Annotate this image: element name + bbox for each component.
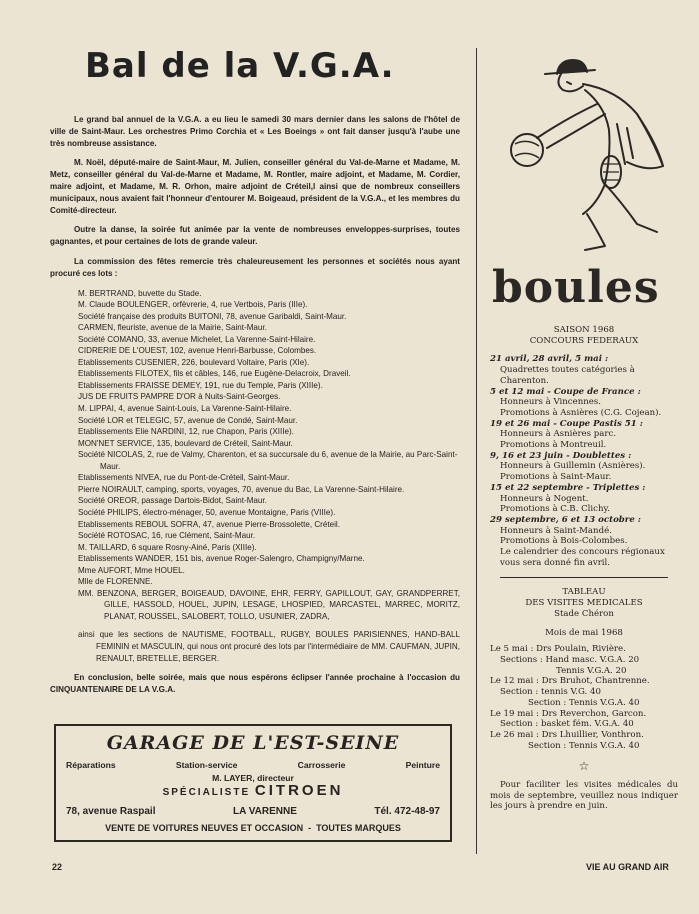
boules-heading: boules bbox=[492, 262, 660, 313]
ad-city: LA VARENNE bbox=[232, 806, 297, 817]
ad-phone: Tél. 472-48-97 bbox=[374, 806, 440, 817]
article-body bbox=[50, 114, 460, 703]
garage-advertisement bbox=[54, 724, 452, 842]
event-item bbox=[490, 483, 678, 515]
boules-player-illustration bbox=[487, 54, 683, 254]
event-line: Honneurs à Saint-Mandé. bbox=[500, 525, 612, 536]
ad-title: GARAGE DE L'EST-SEINE bbox=[106, 732, 400, 754]
event-line: Honneurs à Guillemin (Asnières). bbox=[500, 461, 646, 472]
medical-line: Le 26 mai : Drs Lhuillier, Vonthron. bbox=[490, 729, 644, 740]
event-line: Promotions à Bois-Colombes. bbox=[500, 536, 628, 547]
page-number: 22 bbox=[52, 862, 63, 872]
event-line: Honneurs à Nogent. bbox=[500, 493, 589, 504]
event-date: 5 et 12 mai - Coupe de France : bbox=[490, 386, 641, 397]
paragraph-conclusion: En conclusion, belle soirée, mais que nous espérons éclipser l'année prochaine à l'occasion du CINQUANTENAIRE DE LA V.G.A. bbox=[50, 672, 460, 694]
donor-item: Société OREOR, passage Dartois-Bidot, Saint-Maur. bbox=[78, 496, 267, 506]
medical-line: Section : Tennis V.G.A. 40 bbox=[528, 740, 640, 751]
medical-line: Sections : Hand masc. V.G.A. 20 bbox=[500, 654, 640, 665]
medical-line: Section : basket fém. V.G.A. 40 bbox=[500, 719, 634, 730]
magazine-name: VIE AU GRAND AIR bbox=[586, 862, 669, 872]
article-title: Bal de la V.G.A. bbox=[85, 46, 395, 86]
donor-item: Mme AUFORT, Mme HOUEL. bbox=[78, 565, 185, 575]
concours-subtitle: CONCOURS FEDERAUX bbox=[529, 335, 639, 346]
column-divider bbox=[476, 48, 477, 854]
event-item bbox=[490, 419, 678, 451]
donor-item: Société COMANO, 33, avenue Michelet, La Varenne-Saint-Hilaire. bbox=[78, 334, 316, 344]
ad-director: M. LAYER, directeur bbox=[212, 773, 294, 783]
donor-item: M. BERTRAND, buvette du Stade. bbox=[78, 288, 202, 298]
paragraph-guests: M. Noël, député-maire de Saint-Maur, M. Julien, conseiller général du Val-de-Marne et Madame, M. Metz, conseiller général du Val-de-Marne et Madame, M. Rontler, maire adjoint, et Madame, M. Cordier, maire adjoint, et Madame, M. R. Orhon, maire adjoint de Créteil,l ainsi que de nombreux conseillers municipaux, nous avaient fait l'honneur d'entourer M. Boigeaud, président de la V.G.A., et les membres du Comité-directeur. bbox=[50, 158, 460, 215]
donor-item: Société ROTOSAC, 16, rue Clément, Saint-Maur. bbox=[78, 531, 256, 541]
medical-subtitle: DES VISITES MEDICALES bbox=[525, 598, 643, 609]
event-item bbox=[490, 515, 678, 547]
donor-list bbox=[78, 288, 460, 623]
section-separator bbox=[500, 577, 668, 578]
ad-service: Peinture bbox=[405, 760, 440, 770]
sections-paragraph: ainsi que les sections de NAUTISME, FOOTBALL, RUGBY, BOULES PARISIENNES, HAND-BALL FEMININ et MASCULIN, qui nous ont procuré des lots par l'intermédiaire de MM. CAUFMAN, JUPIN, RENAULT, BRETELLE, BERGER. bbox=[78, 630, 460, 664]
ad-brand: CITROEN bbox=[254, 782, 344, 799]
donor-item: Etablissements FRAISSE DEMEY, 191, rue du Temple, Paris (XIIIe). bbox=[78, 380, 323, 390]
donor-item: JUS DE FRUITS PAMPRE D'OR à Nuits-Saint-Georges. bbox=[78, 392, 281, 402]
members-list: MM. BENZONA, BERGER, BOIGEAUD, DAVOINE, EHR, FERRY, GAPILLOUT, GAY, GRANDPERRET, GILLE, HASSOLD, HOUEL, JUPIN, LESAGE, LHOSPIED, MARCASTEL, MARREC, MORITZ, PLANAT, ROUSSEL, SALOBERT, TOLLO, USUNIER, ZADRA, bbox=[78, 588, 460, 621]
event-line: Promotions à Saint-Maur. bbox=[500, 472, 612, 483]
medical-line: Le 5 mai : Drs Poulain, Rivière. bbox=[490, 644, 626, 655]
donor-item: MON'NET SERVICE, 135, boulevard de Créteil, Saint-Maur. bbox=[78, 438, 293, 448]
paragraph-intro: Le grand bal annuel de la V.G.A. a eu lieu le samedi 30 mars dernier dans les salons de l'hôtel de ville de Saint-Maur. Les orchestres Primo Corchia et « Les Boeings » ont fait danser jusqu'à l'aube une très nombreuse assistance. bbox=[50, 115, 460, 148]
donor-item: Etablissements Elie NARDINI, 12, rue Chapon, Paris (XIIIe). bbox=[78, 427, 294, 437]
event-date: 9, 16 et 23 juin - Doublettes : bbox=[490, 450, 632, 461]
ad-service: Station-service bbox=[175, 760, 238, 770]
donor-item: Société PHILIPS, électro-ménager, 50, avenue Montaigne, Paris (VIIIe). bbox=[78, 507, 336, 517]
donor-item: Etablissements FILOTEX, fils et câbles, 146, rue Eugène-Delacroix, Draveil. bbox=[78, 369, 351, 379]
event-date: 29 septembre, 6 et 13 octobre : bbox=[490, 514, 641, 525]
event-line: Promotions à Asnières (C.G. Cojean). bbox=[500, 407, 662, 418]
medical-note: Pour faciliter les visites médicales du mois de septembre, veuillez nous indiquer les jours à prendre en juin. bbox=[490, 780, 678, 812]
medical-place: Stade Chéron bbox=[554, 608, 614, 619]
donor-item: Etablissements CUSENIER, 226, boulevard Voltaire, Paris (XIe). bbox=[78, 357, 310, 367]
medical-title: TABLEAU bbox=[562, 587, 606, 598]
ad-specialist-label: SPÉCIALISTE bbox=[162, 787, 251, 798]
event-date: 19 et 26 mai - Coupe Pastis 51 : bbox=[490, 418, 643, 429]
star-icon: ☆ bbox=[578, 759, 590, 774]
medical-line: Le 12 mai : Drs Bruhot, Chantrenne. bbox=[490, 676, 650, 687]
ad-tagline: VENTE DE VOITURES NEUVES ET OCCASION - TOUTES MARQUES bbox=[105, 823, 401, 833]
donor-item: Etablissements REBOUL SOFRA, 47, avenue Pierre-Brossolette, Créteil. bbox=[78, 519, 340, 529]
medical-line: Tennis V.G.A. 20 bbox=[556, 665, 627, 676]
medical-schedule bbox=[490, 644, 678, 751]
donor-item: M. TAILLARD, 6 square Rosny-Ainé, Paris (XIIIe). bbox=[78, 542, 257, 552]
calendar-note: Le calendrier des concours régionaux vous sera donné fin avril. bbox=[500, 547, 665, 568]
event-line: Honneurs à Asnières parc. bbox=[500, 429, 617, 440]
boules-column bbox=[490, 325, 678, 812]
season-label: SAISON 1968 bbox=[553, 325, 615, 335]
ad-contact bbox=[66, 806, 440, 817]
donor-item: Société NICOLAS, 2, rue de Valmy, Charenton, et sa succursale du 6, avenue de la Mairie, au Parc-Saint-Maur. bbox=[78, 450, 458, 471]
donor-item: M. LIPPAI, 4, avenue Saint-Louis, La Varenne-Saint-Hilaire. bbox=[78, 404, 292, 414]
donor-item: Société française des produits BUITONI, 78, avenue Garibaldi, Saint-Maur. bbox=[78, 311, 347, 321]
event-item bbox=[490, 354, 678, 386]
donor-item: Etablissements WANDER, 151 bis, avenue Roger-Salengro, Champigny/Marne. bbox=[78, 554, 365, 564]
donor-item: Pierre NOIRAULT, camping, sports, voyages, 70, avenue du Bac, La Varenne-Saint-Hilaire. bbox=[78, 484, 405, 494]
donor-item: Mlle de FLORENNE. bbox=[78, 577, 153, 587]
event-line: Honneurs à Vincennes. bbox=[500, 397, 601, 408]
ad-service: Réparations bbox=[66, 760, 116, 770]
donor-item: CIDRERIE DE L'OUEST, 102, avenue Henri-Barbusse, Colombes. bbox=[78, 346, 317, 356]
event-date: 21 avril, 28 avril, 5 mai : bbox=[490, 354, 609, 365]
event-line: Promotions à C.B. Clichy. bbox=[500, 504, 610, 515]
medical-month: Mois de mai 1968 bbox=[545, 627, 623, 638]
paragraph-entertainment: Outre la danse, la soirée fut animée par la vente de nombreuses enveloppes-surprises, toutes gagnantes, et pour certaines de lots de grande valeur. bbox=[50, 225, 460, 247]
donor-item: Etablissements NIVEA, rue du Pont-de-Créteil, Saint-Maur. bbox=[78, 473, 290, 483]
medical-line: Section : Tennis V.G.A. 40 bbox=[528, 697, 640, 708]
medical-line: Section : tennis V.G. 40 bbox=[500, 687, 601, 698]
donor-item: Société LOR et TELEGIC, 57, avenue de Condé, Saint-Maur. bbox=[78, 415, 298, 425]
donor-item: CARMEN, fleuriste, avenue de la Mairie, Saint-Maur. bbox=[78, 323, 267, 333]
paragraph-thanks: La commission des fêtes remercie très chaleureusement les personnes et sociétés nous ayant procuré ces lots : bbox=[50, 256, 460, 278]
ad-specialist bbox=[56, 782, 450, 799]
ad-services bbox=[66, 760, 440, 770]
ad-service: Carrosserie bbox=[297, 760, 346, 770]
event-item bbox=[490, 387, 678, 419]
event-item bbox=[490, 451, 678, 483]
ad-address: 78, avenue Raspail bbox=[66, 806, 156, 817]
event-date: 15 et 22 septembre - Triplettes : bbox=[490, 482, 646, 493]
event-line: Promotions à Montreuil. bbox=[500, 440, 607, 451]
donor-item: M. Claude BOULENGER, orfèvrerie, 4, rue Vertbois, Paris (IIIe). bbox=[78, 300, 308, 310]
medical-line: Le 19 mai : Drs Reverchon, Garcon. bbox=[490, 708, 647, 719]
event-line: Quadrettes toutes catégories à Charenton. bbox=[500, 365, 635, 386]
